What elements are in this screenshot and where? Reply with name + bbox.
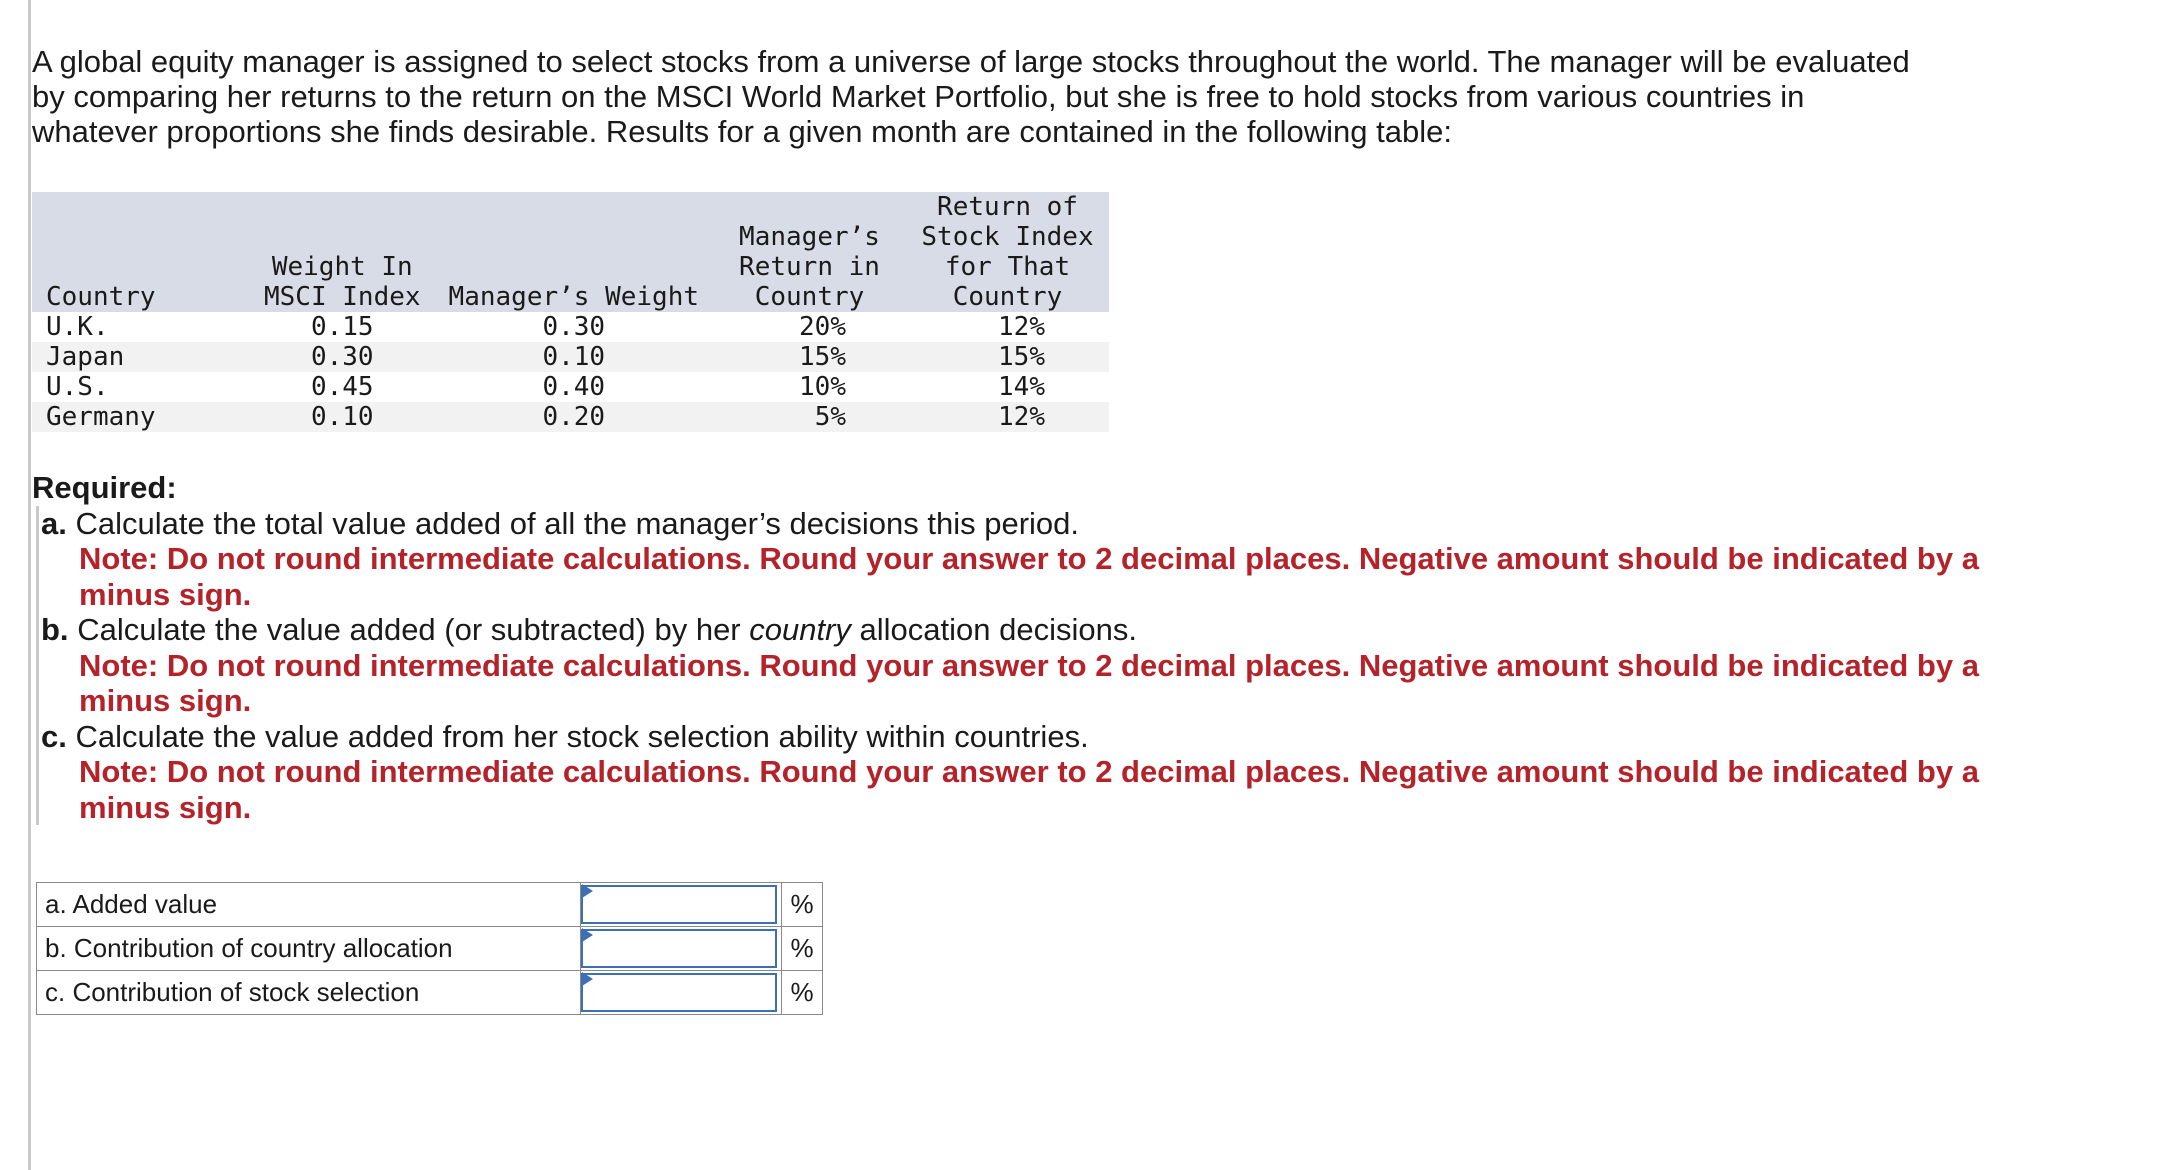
- cell-index-return: 14%: [998, 372, 1045, 402]
- added-value-input[interactable]: [581, 885, 777, 924]
- left-margin-rule: [28, 0, 31, 1170]
- part-text: Calculate the value added from her stock selection ability within countries.: [75, 718, 1089, 754]
- input-flag-icon: [582, 884, 593, 898]
- input-flag-icon: [582, 928, 593, 942]
- part-text-end: allocation decisions.: [850, 612, 1137, 647]
- required-section: [32, 470, 1982, 825]
- cell-country: U.S.: [46, 372, 109, 402]
- problem-intro: A global equity manager is assigned to select stocks from a universe of large stocks throughout the world. The manager will be evaluated by comparing her returns to the return on the MSCI World Market Portfolio, but she is free to hold stocks from various countries in whatever proportions she finds desirable. Results for a given month are contained in the following table:: [32, 44, 1910, 149]
- cell-msci-weight: 0.10: [250, 402, 435, 432]
- rounding-note: Note: Do not round intermediate calculations. Round your answer to 2 decimal places. Negative amount should be indicated by a minus sign.: [79, 647, 1979, 718]
- table-header-row: [32, 192, 1109, 312]
- header-country: Country: [32, 192, 250, 312]
- cell-msci-weight: 0.15: [310, 312, 374, 342]
- header-manager-return: Manager’s Return in Country: [713, 192, 906, 312]
- table-row: [32, 372, 1109, 402]
- answer-label: c. Contribution of stock selection: [37, 971, 581, 1015]
- part-letter: a.: [41, 505, 67, 541]
- header-manager-weight: Manager’s Weight: [435, 192, 713, 312]
- answer-row-b: [37, 927, 823, 971]
- cell-msci-weight: 0.45: [310, 372, 374, 402]
- cell-country: Germany: [32, 402, 250, 432]
- part-text: Calculate the total value added of all the manager’s decisions this period.: [75, 505, 1080, 541]
- table-row: [32, 402, 1109, 432]
- required-part-a: [36, 506, 1982, 613]
- rounding-note: Note: Do not round intermediate calculations. Round your answer to 2 decimal places. Negative amount should be indicated by a minus sign.: [79, 541, 1979, 612]
- cell-manager-weight: 0.20: [435, 402, 713, 432]
- part-text: Calculate the value added (or subtracted) by her: [77, 612, 750, 647]
- rounding-note: Note: Do not round intermediate calculations. Round your answer to 2 decimal places. Negative amount should be indicated by a minus sign.: [79, 754, 1979, 825]
- part-letter: b.: [41, 612, 69, 647]
- part-emphasis: country: [749, 612, 851, 647]
- required-part-b: [36, 612, 1982, 719]
- stock-selection-input[interactable]: [581, 973, 777, 1012]
- cell-manager-return: 20%: [799, 312, 846, 342]
- required-part-c: [36, 719, 1982, 826]
- cell-country: U.K.: [46, 312, 109, 342]
- unit-label: %: [782, 927, 823, 971]
- answer-row-a: [37, 883, 823, 927]
- country-returns-table: [32, 192, 1109, 432]
- unit-label: %: [782, 971, 823, 1015]
- table-row: [32, 312, 1109, 342]
- cell-manager-weight: 0.30: [542, 312, 606, 342]
- header-msci-weight: Weight In MSCI Index: [250, 192, 435, 312]
- cell-index-return: 12%: [998, 312, 1045, 342]
- answer-row-c: [37, 971, 823, 1015]
- cell-manager-return: 5%: [713, 402, 906, 432]
- required-heading: Required:: [32, 470, 177, 505]
- cell-country: Japan: [32, 342, 250, 372]
- unit-label: %: [782, 883, 823, 927]
- cell-index-return: 12%: [906, 402, 1109, 432]
- cell-manager-weight: 0.10: [435, 342, 713, 372]
- country-allocation-input[interactable]: [581, 929, 777, 968]
- cell-manager-return: 15%: [713, 342, 906, 372]
- answer-label: b. Contribution of country allocation: [37, 927, 581, 971]
- cell-manager-return: 10%: [799, 372, 846, 402]
- table-row: [32, 342, 1109, 372]
- cell-manager-weight: 0.40: [542, 372, 606, 402]
- input-flag-icon: [582, 972, 593, 986]
- header-index-return: Return of Stock Index for That Country: [906, 192, 1109, 312]
- answer-label: a. Added value: [37, 883, 581, 927]
- cell-msci-weight: 0.30: [250, 342, 435, 372]
- cell-index-return: 15%: [906, 342, 1109, 372]
- part-letter: c.: [41, 718, 67, 754]
- answer-table: [36, 882, 823, 1015]
